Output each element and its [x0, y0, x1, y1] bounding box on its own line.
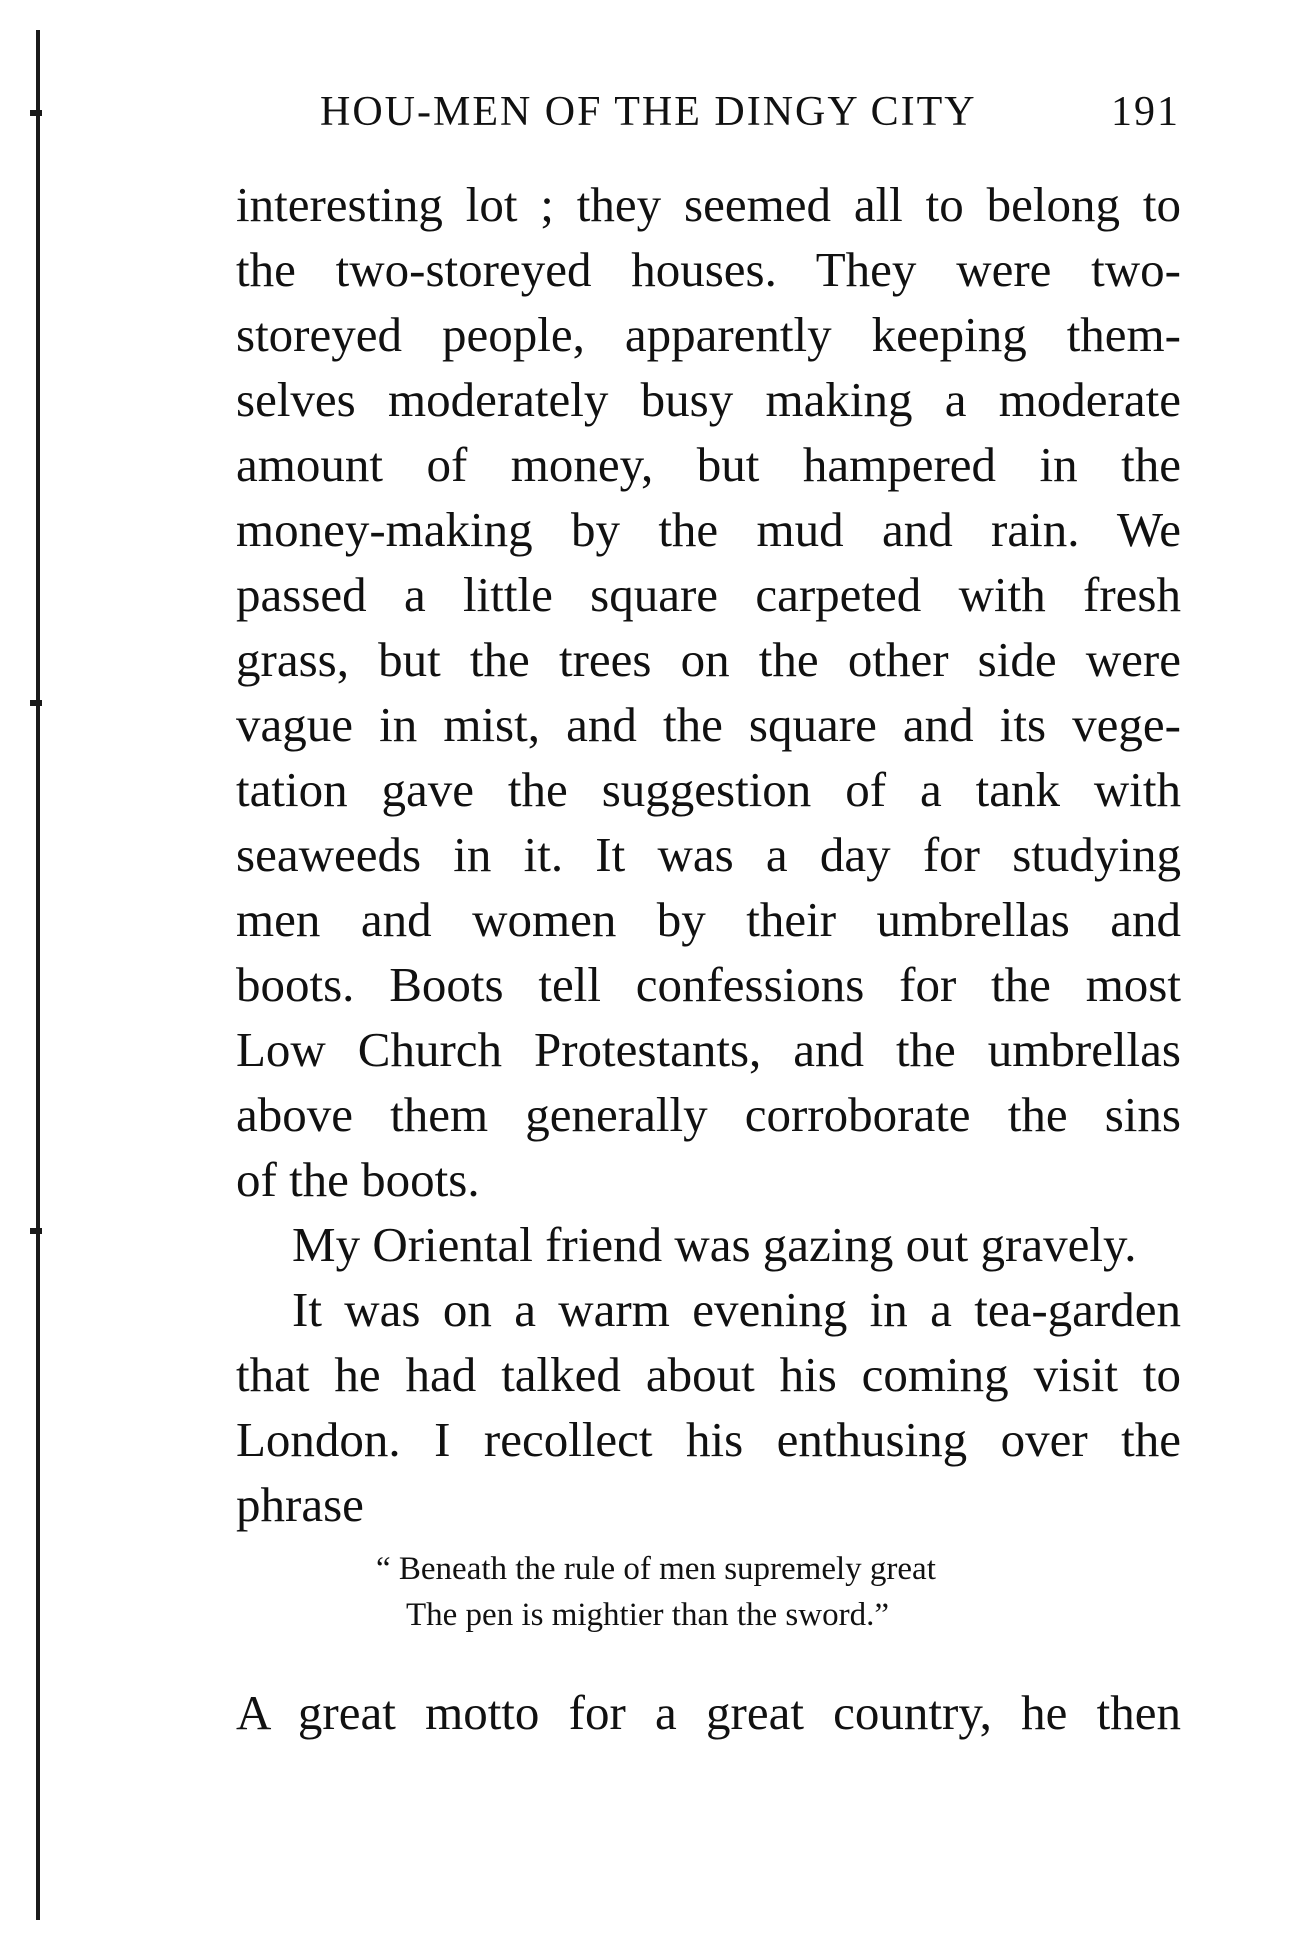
text-line: A great motto for a great country, he then	[236, 1685, 1181, 1740]
binding-mark	[30, 1228, 42, 1234]
text-line: men and women by their umbrellas and	[236, 892, 1181, 947]
text-line: boots. Boots tell confessions for the most	[236, 957, 1181, 1012]
text-line: passed a little square carpeted with fresh	[236, 567, 1181, 622]
text-line: seaweeds in it. It was a day for studying	[236, 827, 1181, 882]
block-quotation	[236, 1546, 1181, 1638]
binding-edge	[36, 30, 40, 1920]
page-number: 191	[1111, 89, 1180, 135]
text-line: that he had talked about his coming visit to	[236, 1347, 1181, 1402]
text-line: It was on a warm evening in a tea-garden	[292, 1282, 1181, 1337]
text-line: tation gave the suggestion of a tank with	[236, 762, 1181, 817]
text-line: vague in mist, and the square and its vege-	[236, 697, 1181, 752]
body-text-continued	[236, 1680, 1181, 1745]
binding-mark	[30, 700, 42, 706]
text-line: of the boots.	[236, 1152, 480, 1207]
text-line: the two-storeyed houses. They were two-	[236, 242, 1181, 297]
text-line: London. I recollect his enthusing over the	[236, 1412, 1181, 1467]
text-line: selves moderately busy making a moderate	[236, 372, 1181, 427]
quotation-line: The pen is mightier than the sword.”	[406, 1597, 889, 1633]
text-line: phrase	[236, 1477, 364, 1532]
text-line: Low Church Protestants, and the umbrellas	[236, 1022, 1181, 1077]
body-text	[236, 172, 1181, 1537]
quotation-line: “ Beneath the rule of men supremely great	[376, 1551, 936, 1587]
text-line: storeyed people, apparently keeping them-	[236, 307, 1181, 362]
text-line: amount of money, but hampered in the	[236, 437, 1181, 492]
text-line: money-making by the mud and rain. We	[236, 502, 1181, 557]
text-line: My Oriental friend was gazing out gravely.	[292, 1217, 1137, 1272]
binding-mark	[30, 110, 42, 116]
text-line: interesting lot ; they seemed all to belong to	[236, 177, 1181, 232]
text-line: grass, but the trees on the other side were	[236, 632, 1181, 687]
text-line: above them generally corroborate the sins	[236, 1087, 1181, 1142]
running-head	[320, 88, 1180, 138]
running-head-title: HOU-MEN OF THE DINGY CITY	[320, 89, 977, 135]
